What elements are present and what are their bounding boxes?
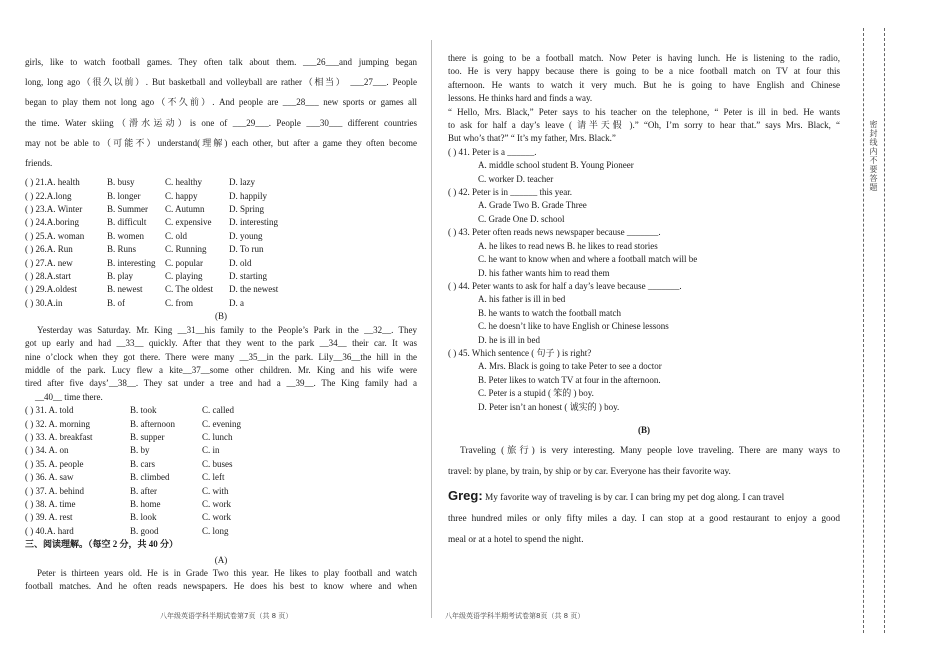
section-a-heading: (A) <box>214 554 228 565</box>
option-row <box>25 404 417 417</box>
binding-notice: 密封线内不要答题 <box>869 120 878 192</box>
section-b-heading: (B) <box>638 424 650 435</box>
option-row <box>25 203 417 216</box>
passage-line: Yesterday was Saturday. Mr. King __31__his family to the People’s Park in the __32__. They <box>37 324 417 335</box>
option-text: C. happy <box>165 190 198 201</box>
option-text: C. evening <box>202 418 241 429</box>
question-option: A. he likes to read news B. he likes to read stories <box>478 240 658 251</box>
passage-line: too. He is very happy because there is going to be a nice football match on TV at four this <box>448 66 840 77</box>
passage-line: But who’s that?” “ It’s my father, Mrs. Black.” <box>448 133 616 144</box>
option-text: D. young <box>229 230 263 241</box>
footer-page-8: 八年级英语学科半期考试卷第8页（共 8 页） <box>445 612 585 620</box>
option-text: B. cars <box>130 458 155 469</box>
option-text: B. interesting <box>107 257 156 268</box>
passage-line: tired after five days’__38__. They sat under a tree and had a __39__. The King family had a <box>25 378 417 389</box>
passage-line: girls, like to watch football games. They often talk about them. ___26___and jumping began <box>25 57 417 67</box>
option-text: C. The oldest <box>165 284 214 295</box>
option-text: B. good <box>130 525 159 536</box>
question-option: C. Grade One D. school <box>478 213 565 224</box>
passage-line: __40__ time there. <box>35 391 103 402</box>
option-row <box>25 511 417 524</box>
option-text: B. longer <box>107 190 141 201</box>
option-text: C. Running <box>165 244 207 255</box>
passage-line: three hundred miles or only fifty miles a day. I can stop at a good restaurant to enjoy a good <box>448 514 840 525</box>
option-row <box>25 471 417 484</box>
option-text: B. supper <box>130 431 165 442</box>
passage-line: football matches. And he often reads newspapers. He does his best to know where and when <box>25 581 417 592</box>
option-text: ( ) 38. A. time <box>25 498 76 509</box>
passage-line: “ Hello, Mrs. Black,” Peter says to his teacher on the telephone, “ Peter is ill in bed. He wants <box>448 106 840 117</box>
option-text: C. lunch <box>202 431 233 442</box>
option-text: C. Autumn <box>165 204 205 215</box>
option-row <box>25 498 417 511</box>
greg-label: Greg: <box>448 488 483 504</box>
option-text: ( ) 30.A.in <box>25 297 63 308</box>
option-text: B. afternoon <box>130 418 175 429</box>
option-text: ( ) 27.A. new <box>25 257 73 268</box>
option-text: B. look <box>130 512 157 523</box>
cloze-b-options <box>25 404 417 538</box>
option-row <box>25 270 417 283</box>
question-stem: ( ) 41. Peter is a ______. <box>448 146 537 157</box>
cloze-a-options <box>25 176 417 310</box>
option-text: B. by <box>130 445 150 456</box>
option-text: ( ) 33. A. breakfast <box>25 431 93 442</box>
option-text: D. happily <box>229 190 267 201</box>
reading-b-passage <box>448 441 840 551</box>
option-text: B. women <box>107 230 144 241</box>
passage-line: to ask for half a day’s leave ( 请半天假 ).” “Oh, I’m sorry to hear that.” says Mrs. Black, “ <box>448 120 840 131</box>
option-text: ( ) 34. A. on <box>25 445 69 456</box>
passage-line: nine o’clock when they got there. There were many __35__in the park. Lily__36__the hill in the <box>25 351 417 362</box>
option-text: B. difficult <box>107 217 147 228</box>
option-text: C. healthy <box>165 177 202 188</box>
passage-line: began to play them not long ago（不久前）. And people are ___28___ new sports or games all <box>25 97 417 108</box>
question-option: B. Peter likes to watch TV at four in the afternoon. <box>478 374 661 385</box>
option-row <box>25 190 417 203</box>
greg-line <box>448 485 840 509</box>
option-text: B. Summer <box>107 204 149 215</box>
option-text: C. buses <box>202 458 233 469</box>
option-text: B. took <box>130 405 157 416</box>
passage-line: middle of the park. Lucy flew a kite__37__some other children. Mr. King and his wife were <box>25 364 417 375</box>
option-text: C. work <box>202 512 231 523</box>
question-stem: ( ) 42. Peter is in ______ this year. <box>448 187 572 198</box>
column-divider <box>431 40 432 618</box>
footer-page-7: 八年级英语学科半期试卷第7页（共 8 页） <box>160 612 293 620</box>
option-text: B. newest <box>107 284 143 295</box>
reading-a-passage <box>25 567 417 594</box>
option-row <box>25 216 417 229</box>
passage-line: long, long ago（很久以前）. But basketball and volleyball are rather（相当） ___27___. People <box>25 77 417 88</box>
option-text: B. climbed <box>130 472 170 483</box>
option-row <box>25 458 417 471</box>
question-option: A. Grade Two B. Grade Three <box>478 200 587 211</box>
option-text: C. old <box>165 230 188 241</box>
option-text: C. long <box>202 525 229 536</box>
option-row <box>25 283 417 296</box>
page-7-column <box>25 52 417 594</box>
option-text: B. busy <box>107 177 135 188</box>
passage-line: friends. <box>25 158 53 169</box>
question-option: A. middle school student B. Young Pioneer <box>478 160 634 171</box>
question-stem: ( ) 44. Peter wants to ask for half a day’s leave because _______. <box>448 280 682 291</box>
option-text: C. called <box>202 405 234 416</box>
option-text: ( ) 29.A.oldest <box>25 284 77 295</box>
option-text: B. of <box>107 297 125 308</box>
option-text: B. after <box>130 485 157 496</box>
option-text: ( ) 35. A. people <box>25 458 84 469</box>
question-option: B. he wants to watch the football match <box>478 307 621 318</box>
option-text: C. in <box>202 445 220 456</box>
option-text: B. Runs <box>107 244 137 255</box>
option-row <box>25 444 417 457</box>
question-option: A. Mrs. Black is going to take Peter to see a doctor <box>478 361 662 372</box>
option-text: ( ) 31. A. told <box>25 405 74 416</box>
option-row <box>25 176 417 189</box>
option-text: D. lazy <box>229 177 255 188</box>
question-option: C. he want to know when and where a football match will be <box>478 254 698 265</box>
option-row <box>25 525 417 538</box>
option-text: ( ) 39. A. rest <box>25 512 73 523</box>
option-row <box>25 418 417 431</box>
reading-a-questions <box>448 146 840 414</box>
option-text: C. popular <box>165 257 203 268</box>
option-text: C. with <box>202 485 229 496</box>
passage-line: there is going to be a football match. Now Peter is having lunch. He is listening to the radio, <box>448 53 840 63</box>
passage-line: afternoon. He wants to watch it very much. But he is going to have English and Chinese <box>448 79 840 90</box>
section-3-title: 三、阅读理解。（每空 2 分，共 40 分） <box>25 539 179 550</box>
question-option: C. Peter is a stupid ( 笨的 ) boy. <box>478 388 594 399</box>
option-text: C. work <box>202 498 231 509</box>
option-text: ( ) 40.A. hard <box>25 525 74 536</box>
question-option: C. worker D. teacher <box>478 173 554 184</box>
option-text: ( ) 37. A. behind <box>25 485 84 496</box>
option-row <box>25 431 417 444</box>
cloze-a-passage <box>25 52 417 173</box>
option-text: ( ) 23.A. Winter <box>25 204 83 215</box>
passage-line: lessons. He thinks hard and finds a way. <box>448 93 593 104</box>
passage-line: travel: by plane, by train, by ship or by car. Everyone has their favorite way. <box>448 467 731 478</box>
option-text: B. home <box>130 498 161 509</box>
option-text: ( ) 32. A. morning <box>25 418 90 429</box>
option-row <box>25 257 417 270</box>
question-stem: ( ) 45. Which sentence ( 句子 ) is right? <box>448 347 592 358</box>
passage-line: the time. Water skiing（滑水运动）is one of ___29___. People ___30___ different countries <box>25 117 417 128</box>
option-text: ( ) 28.A.start <box>25 271 71 282</box>
section-b-heading: (B) <box>215 311 227 322</box>
question-option: D. Peter isn’t an honest ( 诚实的 ) boy. <box>478 401 620 412</box>
option-text: C. playing <box>165 271 203 282</box>
passage-line: may not be able to（可能不）understand(理解) each other, but after a game they often become <box>25 137 417 148</box>
option-text: ( ) 24.A.boring <box>25 217 79 228</box>
option-text: ( ) 22.A.long <box>25 190 72 201</box>
reading-a-continued <box>448 52 840 146</box>
cloze-b-passage <box>25 324 417 404</box>
option-text: D. To run <box>229 244 264 255</box>
question-option: D. he is ill in bed <box>478 334 540 345</box>
binding-line-right <box>884 28 885 633</box>
option-row <box>25 230 417 243</box>
option-text: ( ) 26.A. Run <box>25 244 73 255</box>
option-text: ( ) 25.A. woman <box>25 230 85 241</box>
question-option: A. his father is ill in bed <box>478 294 566 305</box>
passage-line: got up early and had __33__ quickly. After that they went to the park __34__ their car. It was <box>25 338 417 349</box>
option-text: D. starting <box>229 271 267 282</box>
option-text: D. old <box>229 257 252 268</box>
binding-line-left <box>863 28 864 633</box>
passage-line: meal or at a hotel to spend the night. <box>448 535 584 546</box>
question-stem: ( ) 43. Peter often reads news newspaper because _______. <box>448 227 661 238</box>
passage-line: Peter is thirteen years old. He is in Grade Two this year. He likes to play football and watch <box>37 568 417 578</box>
option-text: C. from <box>165 297 193 308</box>
option-text: ( ) 21.A. health <box>25 177 80 188</box>
option-text: C. left <box>202 472 225 483</box>
option-text: D. the newest <box>229 284 279 295</box>
option-text: ( ) 36. A. saw <box>25 472 74 483</box>
greg-text: My favorite way of traveling is by car. I can bring my pet dog along. I can travel <box>482 493 785 504</box>
passage-line: Traveling (旅行) is very interesting. Many people love traveling. There are many ways to <box>460 446 840 457</box>
option-text: D. Spring <box>229 204 265 215</box>
page-8-column <box>448 52 840 551</box>
option-row <box>25 297 417 310</box>
option-text: C. expensive <box>165 217 212 228</box>
option-row <box>25 485 417 498</box>
question-option: D. his father wants him to read them <box>478 267 610 278</box>
option-text: D. interesting <box>229 217 278 228</box>
question-option: C. he doesn’t like to have English or Chinese lessons <box>478 321 669 332</box>
option-row <box>25 243 417 256</box>
option-text: D. a <box>229 297 244 308</box>
option-text: B. play <box>107 271 133 282</box>
